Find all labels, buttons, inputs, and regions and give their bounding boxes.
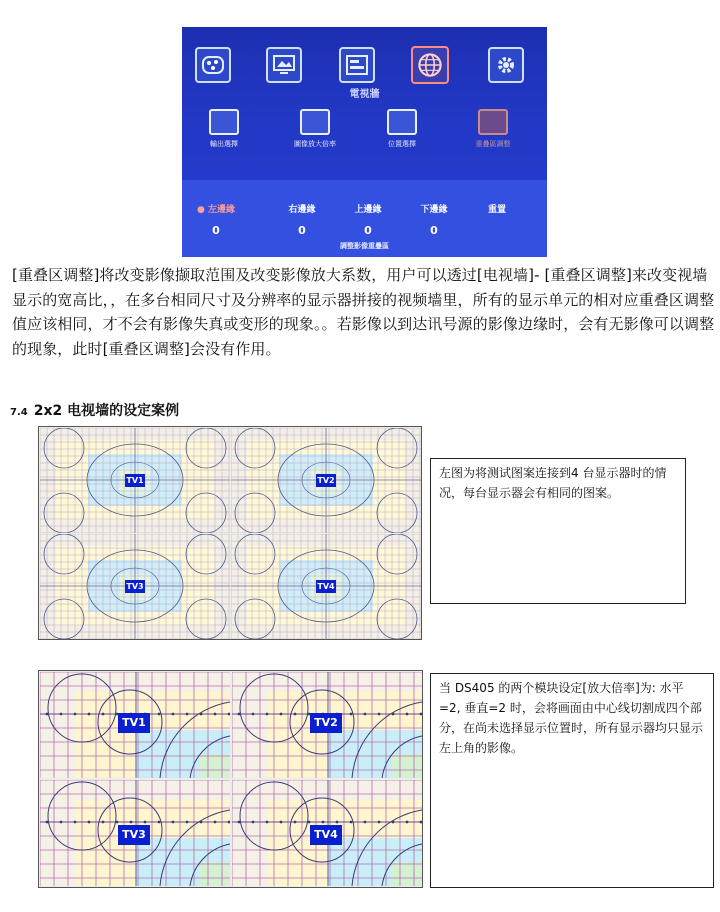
adjust-value: 0: [212, 224, 220, 237]
adjust-label: 重置: [487, 205, 506, 215]
palette-icon: [195, 47, 231, 83]
osd-item-position: [372, 109, 432, 149]
tv-label: TV2: [310, 713, 342, 733]
osd-item-output-select: [194, 109, 254, 149]
tv-label: TV4: [310, 825, 342, 845]
osd-item-label: 重疊區調整: [475, 140, 511, 148]
tv-panel: [40, 672, 230, 778]
osd-adjust-bottom: [404, 202, 464, 237]
adjust-value: 0: [364, 224, 372, 237]
tv-label: TV3: [118, 825, 150, 845]
tv-label: TV4: [317, 582, 335, 591]
tv-panel: [232, 672, 422, 778]
osd-adjust-band: [182, 180, 547, 257]
osd-item-overlap: [463, 109, 523, 149]
overlap-icon: [478, 109, 508, 135]
tv-panel: [232, 780, 422, 886]
output-select-icon: [209, 109, 239, 135]
section-heading: [10, 400, 179, 420]
tv-label: TV1: [118, 713, 150, 733]
adjust-value: 0: [298, 224, 306, 237]
osd-adjust-right: [272, 202, 332, 237]
monitor-image-icon: [266, 47, 302, 83]
tv-wall-identical-pattern: [38, 426, 422, 640]
adjust-label: 下邊緣: [420, 205, 448, 215]
section-number: 7.4: [10, 407, 28, 418]
tv-panel: [231, 428, 421, 533]
adjust-value: 0: [430, 224, 438, 237]
osd-adjust-left: [186, 202, 246, 237]
position-grid-icon: [387, 109, 417, 135]
tv-label: TV1: [126, 476, 144, 485]
osd-menu-screenshot: [182, 27, 547, 257]
osd-item-label: 輸出選擇: [210, 140, 238, 148]
osd-title: 電視牆: [349, 89, 380, 100]
body-paragraph: [重叠区调整]将改变影像撷取范围及改变影像放大系数，用户可以透过[电视墙]- [重叠区调整]来改变视墙显示的宽高比，，在多台相同尺寸及分辨率的显示器拼接的视频墙里，所有的显示单元的相对应重叠区调整值应该相同，才不会有影像失真或变形的现象。。若影像以到达讯号源的影像边缘时，会有无影像可以调整的现象，此时[重叠区调整]会没有作用。: [12, 266, 715, 358]
osd-item-zoom: [285, 109, 345, 149]
tv-panel: [40, 780, 230, 886]
tv-label: TV2: [317, 476, 335, 485]
tv-panel: [231, 534, 421, 639]
section-title: 2x2 电视墙的设定案例: [33, 403, 180, 419]
tv-panel: [40, 428, 230, 533]
note-wall-identical: 左图为将测试图案连接到4 台显示器时的情况，每台显示器会有相同的图案。: [430, 458, 686, 604]
osd-item-label: 圖像放大倍率: [294, 140, 336, 148]
zoom-icon: [300, 109, 330, 135]
adjust-label: 右邊緣: [288, 205, 316, 215]
osd-adjust-reset: [467, 202, 527, 215]
osd-adjust-top: [338, 202, 398, 237]
note-wall-zoomed: 当 DS405 的两个模块设定[放大倍率]为: 水平=2, 垂直=2 时，会将画面由中心线切割成四个部分，在尚未选择显示位置时，所有显示器均只显示左上角的影像。: [430, 673, 714, 888]
gear-icon: [488, 47, 524, 83]
adjust-label: 上邊緣: [354, 205, 382, 215]
tv-wall-zoomed-pattern: [38, 670, 423, 888]
osd-item-label: 位置選擇: [388, 140, 416, 148]
globe-icon: [411, 46, 449, 84]
tv-panel: [40, 534, 230, 639]
osd-status-text: 調整影像重疊區: [340, 242, 389, 250]
adjust-label: ● 左邊緣: [197, 205, 235, 215]
tv-label: TV3: [126, 582, 144, 591]
layout-icon: [339, 47, 375, 83]
